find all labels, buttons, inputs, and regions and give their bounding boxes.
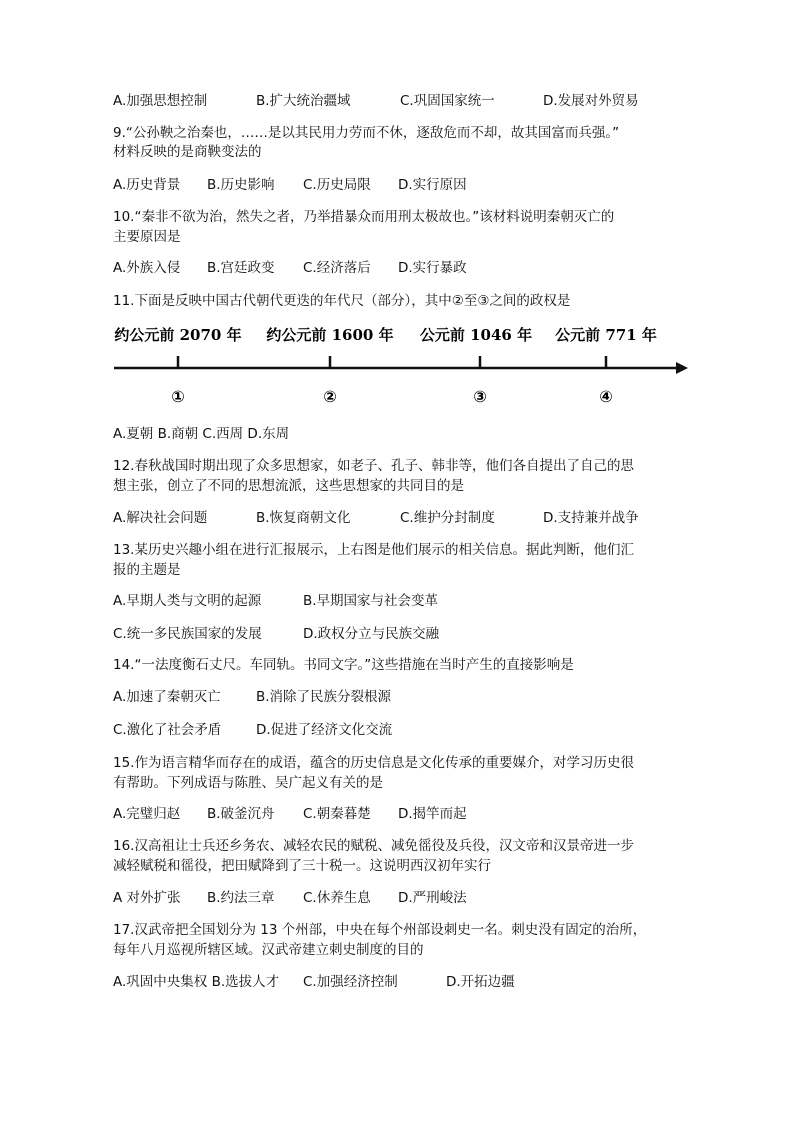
q15-stem-line1: 15.作为语言精华而存在的成语，蕴含的历史信息是文化传承的重要媒介，对学习历史很 xyxy=(113,755,634,771)
timeline-label-3: 公元前 1046 年 xyxy=(419,326,533,344)
q13-option-c: C.统一多民族国家的发展 xyxy=(113,626,262,642)
q13-stem-line2: 报的主题是 xyxy=(113,562,181,578)
q11-stem-line1: 11.下面是反映中国古代朝代更迭的年代尺（部分），其中②至③之间的政权是 xyxy=(113,293,571,309)
q8-option-a: A.加强思想控制 xyxy=(113,93,208,109)
q16-option-c: C.休养生息 xyxy=(303,890,371,906)
q10-stem-line1: 10.“秦非不欲为治，然失之者，乃举措暴众而用刑太极故也。”该材料说明秦朝灭亡的 xyxy=(113,209,615,225)
q11-options: A.夏朝 B.商朝 C.西周 D.东周 xyxy=(113,426,290,442)
timeline-marker-3: ③ xyxy=(473,387,487,406)
q12-option-b: B.恢复商朝文化 xyxy=(256,510,351,526)
timeline-marker-2: ② xyxy=(323,387,337,406)
q12-option-c: C.维护分封制度 xyxy=(400,510,495,526)
q8-option-c: C.巩固国家统一 xyxy=(400,93,495,109)
q9-stem-line1: 9.“公孙鞅之治秦也，……是以其民用力劳而不休，逐敌危而不却，故其国富而兵强。” xyxy=(113,125,620,141)
q9-stem-line2: 材料反映的是商鞅变法的 xyxy=(113,144,262,160)
q12-option-d: D.支持兼并战争 xyxy=(543,510,639,526)
q17-option-d: D.开拓边疆 xyxy=(446,974,515,990)
q16-option-d: D.严刑峻法 xyxy=(398,890,467,906)
q17-option-ab: A.巩固中央集权 B.选拔人才 xyxy=(113,974,280,990)
q8-option-b: B.扩大统治疆域 xyxy=(256,93,351,109)
q13-option-a: A.早期人类与文明的起源 xyxy=(113,593,262,609)
q10-option-a: A.外族入侵 xyxy=(113,260,181,276)
q15-option-c: C.朝秦暮楚 xyxy=(303,806,371,822)
q10-option-b: B.宫廷政变 xyxy=(207,260,275,276)
q17-stem-line2: 每年八月巡视所辖区域。汉武帝建立刺史制度的目的 xyxy=(113,942,424,958)
q16-stem-line2: 减轻赋税和徭役，把田赋降到了三十税一。这说明西汉初年实行 xyxy=(113,858,491,874)
q9-option-c: C.历史局限 xyxy=(303,177,371,193)
q15-option-b: B.破釜沉舟 xyxy=(207,806,275,822)
q16-option-a: A 对外扩张 xyxy=(113,890,181,906)
q17-stem-line1: 17.汉武帝把全国划分为 13 个州部，中央在每个州部设刺史一名。刺史没有固定的治所， xyxy=(113,922,647,938)
q10-stem-line2: 主要原因是 xyxy=(113,229,181,245)
q14-option-b: B.消除了民族分裂根源 xyxy=(256,689,392,705)
q14-stem-line1: 14.“一法度衡石丈尺。车同轨。书同文字。”这些措施在当时产生的直接影响是 xyxy=(113,657,574,673)
timeline-label-1: 约公元前 2070 年 xyxy=(114,326,242,344)
q14-option-c: C.激化了社会矛盾 xyxy=(113,722,222,738)
q10-option-c: C.经济落后 xyxy=(303,260,371,276)
q16-option-b: B.约法三章 xyxy=(207,890,275,906)
q16-stem-line1: 16.汉高祖让士兵还乡务农、减轻农民的赋税、减免徭役及兵役，汉文帝和汉景帝进一步 xyxy=(113,838,634,854)
timeline-marker-1: ① xyxy=(171,387,185,406)
q12-stem-line2: 想主张，创立了不同的思想流派，这些思想家的共同目的是 xyxy=(113,478,464,494)
timeline-arrowhead xyxy=(676,362,688,374)
q12-stem-line1: 12.春秋战国时期出现了众多思想家，如老子、孔子、韩非等，他们各自提出了自己的思 xyxy=(113,458,634,474)
q15-option-d: D.揭竿而起 xyxy=(398,806,467,822)
q14-option-d: D.促进了经济文化交流 xyxy=(256,722,393,738)
q17-option-c: C.加强经济控制 xyxy=(303,974,398,990)
q15-stem-line2: 有帮助。下列成语与陈胜、吴广起义有关的是 xyxy=(113,775,383,791)
q11-timeline xyxy=(110,320,690,420)
q10-option-d: D.实行暴政 xyxy=(398,260,467,276)
timeline-label-4: 公元前 771 年 xyxy=(555,326,657,344)
q8-option-d: D.发展对外贸易 xyxy=(543,93,639,109)
q13-option-b: B.早期国家与社会变革 xyxy=(303,593,439,609)
q14-option-a: A.加速了秦朝灭亡 xyxy=(113,689,221,705)
q13-stem-line1: 13.某历史兴趣小组在进行汇报展示，上右图是他们展示的相关信息。据此判断，他们汇 xyxy=(113,542,634,558)
q12-option-a: A.解决社会问题 xyxy=(113,510,208,526)
q9-option-d: D.实行原因 xyxy=(398,177,467,193)
timeline-marker-4: ④ xyxy=(599,387,613,406)
q9-option-b: B.历史影响 xyxy=(207,177,275,193)
q9-option-a: A.历史背景 xyxy=(113,177,181,193)
q15-option-a: A.完璧归赵 xyxy=(113,806,181,822)
q13-option-d: D.政权分立与民族交融 xyxy=(303,626,440,642)
timeline-label-2: 约公元前 1600 年 xyxy=(266,326,394,344)
